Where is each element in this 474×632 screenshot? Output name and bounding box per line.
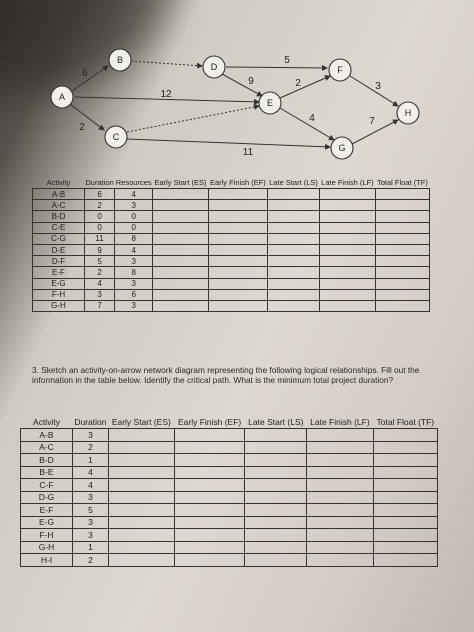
ef-cell[interactable] [174, 554, 245, 567]
node-g-label: G [338, 143, 346, 153]
question-number: 3. [32, 365, 39, 375]
ef-cell[interactable] [208, 267, 267, 278]
activity-cell: A-C [33, 200, 85, 211]
activity-cell: F-H [21, 529, 73, 542]
arrow-c-g [127, 139, 330, 147]
tf-cell[interactable] [375, 244, 429, 255]
table-row [21, 504, 438, 517]
es-cell[interactable] [108, 516, 174, 529]
column-header: Late Start (LS) [269, 178, 318, 187]
column-header: Duration [74, 418, 107, 427]
duration-cell: 2 [73, 441, 109, 454]
lf-cell[interactable] [307, 454, 373, 467]
edge-label-d-f: 5 [284, 55, 290, 66]
duration-cell: 2 [85, 267, 115, 278]
es-cell[interactable] [153, 256, 208, 267]
tf-cell[interactable] [375, 256, 429, 267]
column-header: Activity [33, 418, 60, 427]
arrow-f-h [350, 76, 398, 106]
ef-cell[interactable] [208, 189, 267, 200]
es-cell[interactable] [108, 491, 174, 504]
ls-cell[interactable] [245, 429, 307, 442]
arrow-b-d [131, 61, 202, 66]
table-row [21, 466, 438, 479]
ef-cell[interactable] [208, 211, 267, 222]
activity-table-1 [32, 178, 430, 312]
lf-cell[interactable] [307, 479, 373, 492]
es-cell[interactable] [153, 244, 208, 255]
resources-cell: 3 [115, 256, 153, 267]
ls-cell[interactable] [245, 554, 307, 567]
lf-cell[interactable] [307, 491, 373, 504]
es-cell[interactable] [108, 441, 174, 454]
ls-cell[interactable] [245, 541, 307, 554]
edge-label-e-g: 4 [309, 113, 315, 124]
duration-cell: 2 [73, 554, 109, 567]
ls-cell[interactable] [268, 278, 320, 289]
ls-cell[interactable] [268, 300, 320, 311]
duration-cell: 6 [85, 189, 115, 200]
table-row [33, 300, 430, 311]
ls-cell[interactable] [245, 479, 307, 492]
duration-cell: 3 [85, 289, 115, 300]
ls-cell[interactable] [245, 454, 307, 467]
column-header: Early Finish (EF) [177, 418, 242, 427]
resources-cell: 8 [115, 267, 153, 278]
duration-cell: 0 [85, 211, 115, 222]
lf-cell[interactable] [319, 244, 375, 255]
network-diagram [0, 0, 474, 170]
tf-cell[interactable] [375, 222, 429, 233]
column-header: Duration [85, 178, 114, 187]
lf-cell[interactable] [319, 200, 375, 211]
resources-cell: 0 [115, 222, 153, 233]
table-row [21, 529, 438, 542]
ef-cell[interactable] [208, 289, 267, 300]
es-cell[interactable] [108, 429, 174, 442]
column-header: Early Start (ES) [154, 178, 207, 187]
arrow-c-e [127, 106, 259, 132]
lf-cell[interactable] [319, 233, 375, 244]
ef-cell[interactable] [174, 529, 245, 542]
duration-cell: 5 [73, 504, 109, 517]
es-cell[interactable] [153, 200, 208, 211]
resources-cell: 6 [115, 289, 153, 300]
edge-label-a-e: 12 [160, 89, 172, 100]
edge-label-g-h: 7 [369, 116, 375, 127]
lf-cell[interactable] [307, 541, 373, 554]
tf-cell[interactable] [373, 466, 437, 479]
activity-cell: D-E [33, 244, 85, 255]
tf-cell[interactable] [373, 454, 437, 467]
duration-cell: 3 [73, 529, 109, 542]
ls-cell[interactable] [245, 516, 307, 529]
ls-cell[interactable] [245, 504, 307, 517]
resources-cell: 4 [115, 244, 153, 255]
activity-cell: G-H [21, 541, 73, 554]
table-row [21, 554, 438, 567]
edge-label-f-h: 3 [375, 81, 381, 92]
tf-cell[interactable] [373, 554, 437, 567]
edge-label-d-e: 9 [248, 76, 254, 87]
lf-cell[interactable] [319, 289, 375, 300]
node-b-label: B [116, 55, 124, 65]
ls-cell[interactable] [245, 441, 307, 454]
table-row [21, 441, 438, 454]
duration-cell: 11 [85, 233, 115, 244]
duration-cell: 0 [85, 222, 115, 233]
ef-cell[interactable] [174, 466, 245, 479]
lf-cell[interactable] [307, 554, 373, 567]
duration-cell: 4 [73, 479, 109, 492]
es-cell[interactable] [153, 300, 208, 311]
arrow-a-b [72, 66, 108, 91]
lf-cell[interactable] [307, 504, 373, 517]
column-header: Total Float (TF) [376, 418, 435, 427]
activity-cell: E-G [33, 278, 85, 289]
tf-cell[interactable] [375, 233, 429, 244]
duration-cell: 1 [73, 541, 109, 554]
node-c-label: C [112, 132, 120, 142]
column-header: Total Float (TF) [377, 178, 428, 187]
ef-cell[interactable] [208, 256, 267, 267]
es-cell[interactable] [153, 267, 208, 278]
duration-cell: 3 [73, 429, 109, 442]
ef-cell[interactable] [174, 441, 245, 454]
ef-cell[interactable] [208, 300, 267, 311]
activity-cell: H-I [21, 554, 73, 567]
arrow-a-c [70, 104, 104, 130]
ls-cell[interactable] [268, 256, 320, 267]
es-cell[interactable] [108, 529, 174, 542]
lf-cell[interactable] [307, 529, 373, 542]
duration-cell: 2 [85, 200, 115, 211]
tf-cell[interactable] [375, 267, 429, 278]
ls-cell[interactable] [268, 189, 320, 200]
column-header: Late Finish (LF) [310, 418, 370, 427]
question-3 [32, 365, 432, 385]
tf-cell[interactable] [373, 516, 437, 529]
table-2-header-row [21, 418, 438, 429]
table-row [33, 289, 430, 300]
tf-cell[interactable] [373, 529, 437, 542]
arrow-e-g [280, 108, 334, 140]
es-cell[interactable] [108, 504, 174, 517]
tf-cell[interactable] [375, 211, 429, 222]
activity-cell: D-G [21, 491, 73, 504]
tf-cell[interactable] [375, 189, 429, 200]
lf-cell[interactable] [319, 300, 375, 311]
activity-cell: E-G [21, 516, 73, 529]
arrow-d-e [222, 74, 262, 96]
ef-cell[interactable] [208, 222, 267, 233]
ls-cell[interactable] [268, 200, 320, 211]
column-header: Activity [46, 178, 71, 187]
ls-cell[interactable] [268, 244, 320, 255]
duration-cell: 4 [85, 278, 115, 289]
node-h-label: H [404, 108, 412, 118]
arrow-g-h [352, 120, 398, 144]
tf-cell[interactable] [373, 441, 437, 454]
tf-cell[interactable] [373, 504, 437, 517]
activity-cell: C-E [33, 222, 85, 233]
table-row [33, 244, 430, 255]
es-cell[interactable] [153, 222, 208, 233]
tf-cell[interactable] [373, 541, 437, 554]
activity-table-2 [20, 418, 438, 567]
tf-cell[interactable] [375, 278, 429, 289]
lf-cell[interactable] [319, 267, 375, 278]
arrow-e-f [280, 76, 330, 98]
resources-cell: 3 [115, 300, 153, 311]
es-cell[interactable] [108, 479, 174, 492]
tf-cell[interactable] [373, 429, 437, 442]
activity-cell: A-B [33, 189, 85, 200]
activity-cell: B-D [33, 211, 85, 222]
node-f-label: F [337, 65, 343, 75]
es-cell[interactable] [153, 278, 208, 289]
ef-cell[interactable] [174, 541, 245, 554]
ef-cell[interactable] [208, 200, 267, 211]
lf-cell[interactable] [319, 222, 375, 233]
lf-cell[interactable] [307, 466, 373, 479]
activity-cell: C-F [21, 479, 73, 492]
activity-cell: D-F [33, 256, 85, 267]
column-header: Early Start (ES) [111, 418, 171, 427]
ls-cell[interactable] [245, 466, 307, 479]
tf-cell[interactable] [375, 289, 429, 300]
table-1-header-row [33, 178, 430, 189]
ef-cell[interactable] [174, 516, 245, 529]
node-a-label: A [58, 92, 66, 102]
tf-cell[interactable] [373, 491, 437, 504]
table-row [33, 189, 430, 200]
lf-cell[interactable] [307, 429, 373, 442]
table-row [33, 211, 430, 222]
table-row [33, 233, 430, 244]
resources-cell: 3 [115, 278, 153, 289]
activity-cell: E-F [33, 267, 85, 278]
table-row [33, 267, 430, 278]
es-cell[interactable] [108, 554, 174, 567]
es-cell[interactable] [108, 454, 174, 467]
es-cell[interactable] [153, 189, 208, 200]
duration-cell: 3 [73, 516, 109, 529]
edge-label-a-b: 6 [82, 68, 88, 79]
lf-cell[interactable] [319, 189, 375, 200]
ls-cell[interactable] [245, 529, 307, 542]
edge-label-e-f: 2 [295, 78, 301, 89]
node-d-label: D [210, 62, 218, 72]
ef-cell[interactable] [174, 504, 245, 517]
tf-cell[interactable] [375, 300, 429, 311]
ls-cell[interactable] [268, 211, 320, 222]
activity-cell: A-B [21, 429, 73, 442]
duration-cell: 9 [85, 244, 115, 255]
duration-cell: 1 [73, 454, 109, 467]
duration-cell: 3 [73, 491, 109, 504]
column-header: Early Finish (EF) [209, 178, 266, 187]
activity-cell: B-D [21, 454, 73, 467]
edge-label-a-c: 2 [79, 122, 85, 133]
table-row [33, 256, 430, 267]
lf-cell[interactable] [319, 211, 375, 222]
table-row [33, 278, 430, 289]
resources-cell: 0 [115, 211, 153, 222]
tf-cell[interactable] [375, 200, 429, 211]
resources-cell: 3 [115, 200, 153, 211]
edge-label-c-g: 11 [242, 147, 254, 158]
table-row [21, 429, 438, 442]
activity-cell: F-H [33, 289, 85, 300]
duration-cell: 4 [73, 466, 109, 479]
activity-cell: E-F [21, 504, 73, 517]
ef-cell[interactable] [174, 429, 245, 442]
table-row [21, 541, 438, 554]
es-cell[interactable] [153, 289, 208, 300]
resources-cell: 4 [115, 189, 153, 200]
lf-cell[interactable] [319, 256, 375, 267]
activity-cell: B-E [21, 466, 73, 479]
table-row [21, 491, 438, 504]
es-cell[interactable] [153, 233, 208, 244]
ef-cell[interactable] [208, 244, 267, 255]
ef-cell[interactable] [174, 491, 245, 504]
question-text: Sketch an activity-on-arrow network diagram representing the following logical relationships. Fill out the information in the table below. Identify the critical path. What is the minimum total project duration? [32, 365, 420, 385]
table-row [33, 222, 430, 233]
node-e-label: E [266, 98, 274, 108]
lf-cell[interactable] [307, 441, 373, 454]
table-row [21, 454, 438, 467]
resources-cell: 8 [115, 233, 153, 244]
activity-cell: A-C [21, 441, 73, 454]
activity-cell: C-G [33, 233, 85, 244]
ls-cell[interactable] [268, 233, 320, 244]
tf-cell[interactable] [373, 479, 437, 492]
es-cell[interactable] [108, 466, 174, 479]
duration-cell: 5 [85, 256, 115, 267]
ef-cell[interactable] [174, 479, 245, 492]
ls-cell[interactable] [268, 222, 320, 233]
ls-cell[interactable] [268, 267, 320, 278]
lf-cell[interactable] [319, 278, 375, 289]
ls-cell[interactable] [268, 289, 320, 300]
es-cell[interactable] [153, 211, 208, 222]
table-row [33, 200, 430, 211]
ef-cell[interactable] [174, 454, 245, 467]
arrow-d-f [226, 67, 327, 68]
column-header: Late Finish (LF) [321, 178, 374, 187]
column-header: Late Start (LS) [248, 418, 304, 427]
column-header: Resources [115, 178, 152, 187]
duration-cell: 7 [85, 300, 115, 311]
lf-cell[interactable] [307, 516, 373, 529]
ef-cell[interactable] [208, 278, 267, 289]
es-cell[interactable] [108, 541, 174, 554]
table-row [21, 479, 438, 492]
ef-cell[interactable] [208, 233, 267, 244]
table-row [21, 516, 438, 529]
activity-cell: G-H [33, 300, 85, 311]
ls-cell[interactable] [245, 491, 307, 504]
